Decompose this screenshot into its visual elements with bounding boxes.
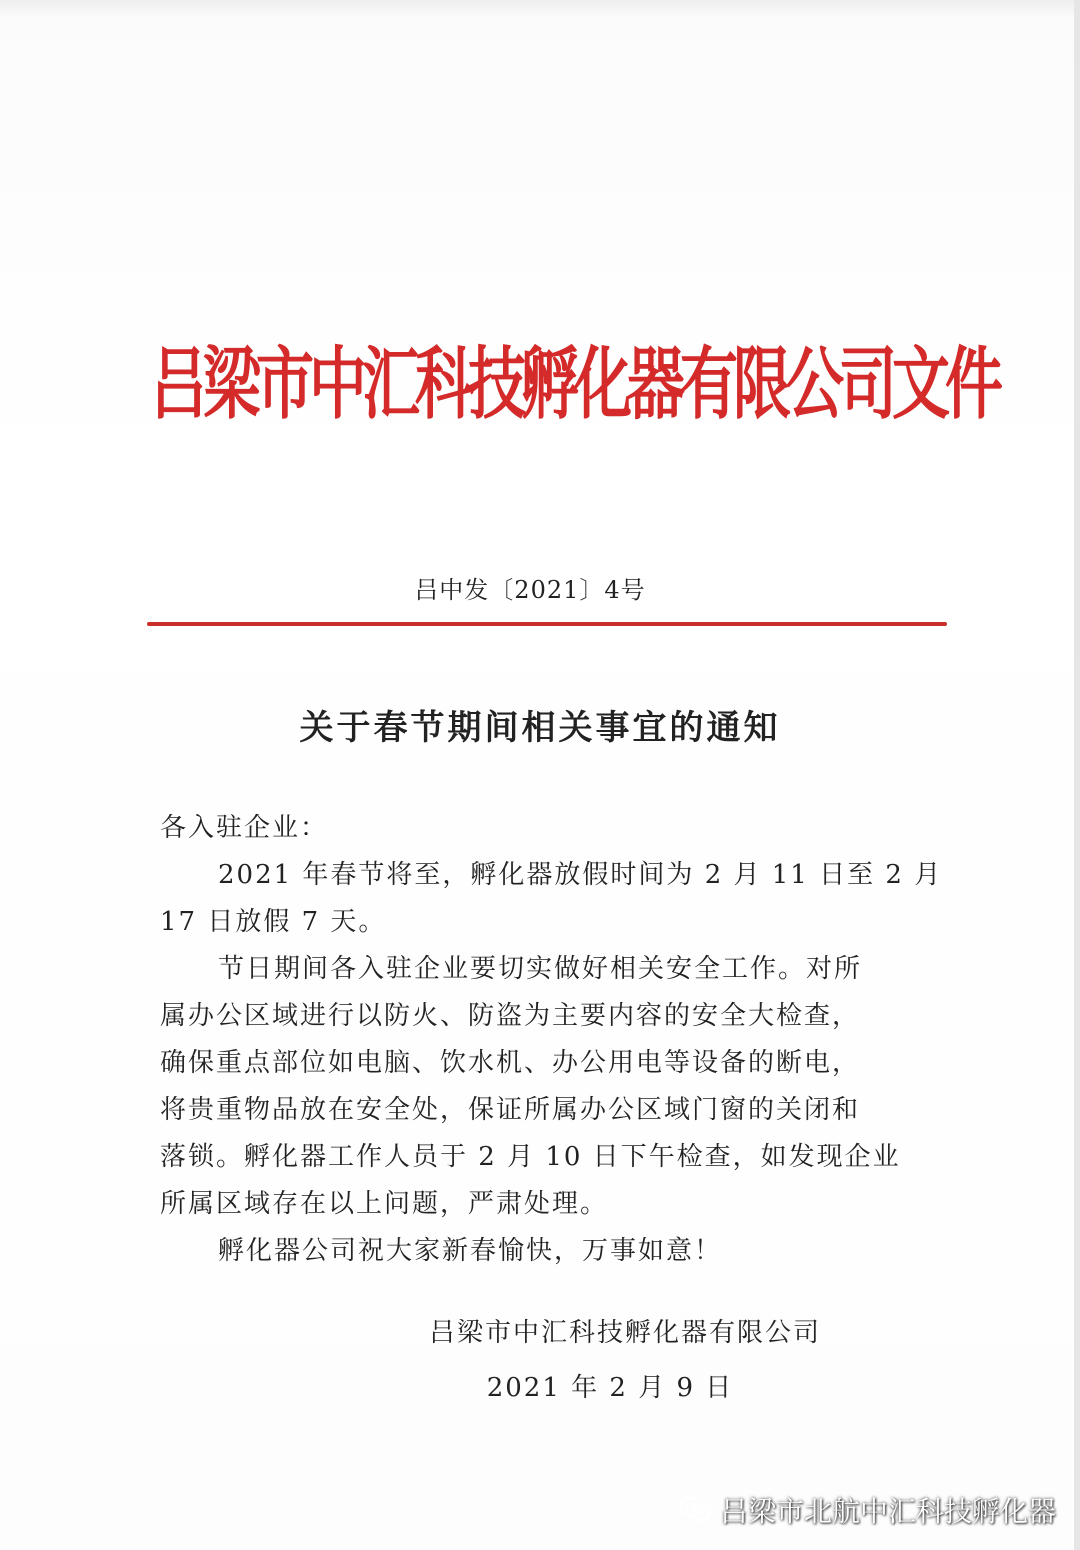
notice-title: 关于春节期间相关事宜的通知 — [299, 708, 781, 748]
body-line: 将贵重物品放在安全处，保证所属办公区域门窗的关闭和 — [160, 1095, 861, 1125]
salutation: 各入驻企业： — [160, 813, 329, 843]
signature-date: 2021 年 2 月 9 日 — [486, 1373, 734, 1403]
body-line: 2021 年春节将至，孵化器放假时间为 2 月 11 日至 2 月 — [218, 860, 943, 890]
wechat-icon — [678, 1495, 712, 1525]
body-line: 属办公区域进行以防火、防盗为主要内容的安全大检查， — [160, 1001, 861, 1031]
body-line: 孵化器公司祝大家新春愉快，万事如意！ — [218, 1236, 723, 1266]
body-line: 节日期间各入驻企业要切实做好相关安全工作。对所 — [218, 954, 863, 984]
body-line: 落锁。孵化器工作人员于 2 月 10 日下午检查，如发现企业 — [160, 1142, 901, 1172]
body-line: 17 日放假 7 天。 — [160, 907, 387, 937]
notice-body — [160, 805, 943, 1275]
body-line: 所属区域存在以上问题，严肃处理。 — [160, 1189, 609, 1219]
page-edge-right — [1074, 0, 1080, 1550]
red-letterhead: 吕梁市中汇科技孵化器有限公司文件 — [150, 338, 999, 431]
body-line: 确保重点部位如电脑、饮水机、办公用电等设备的断电， — [160, 1048, 861, 1078]
watermark-text: 吕梁市北航中汇科技孵化器 — [720, 1495, 1057, 1528]
red-divider-line — [147, 622, 947, 626]
page-shadow-top — [0, 0, 1080, 18]
signature-company: 吕梁市中汇科技孵化器有限公司 — [428, 1318, 821, 1348]
wechat-watermark — [678, 1490, 1056, 1530]
document-number: 吕中发〔2021〕4号 — [414, 576, 646, 604]
